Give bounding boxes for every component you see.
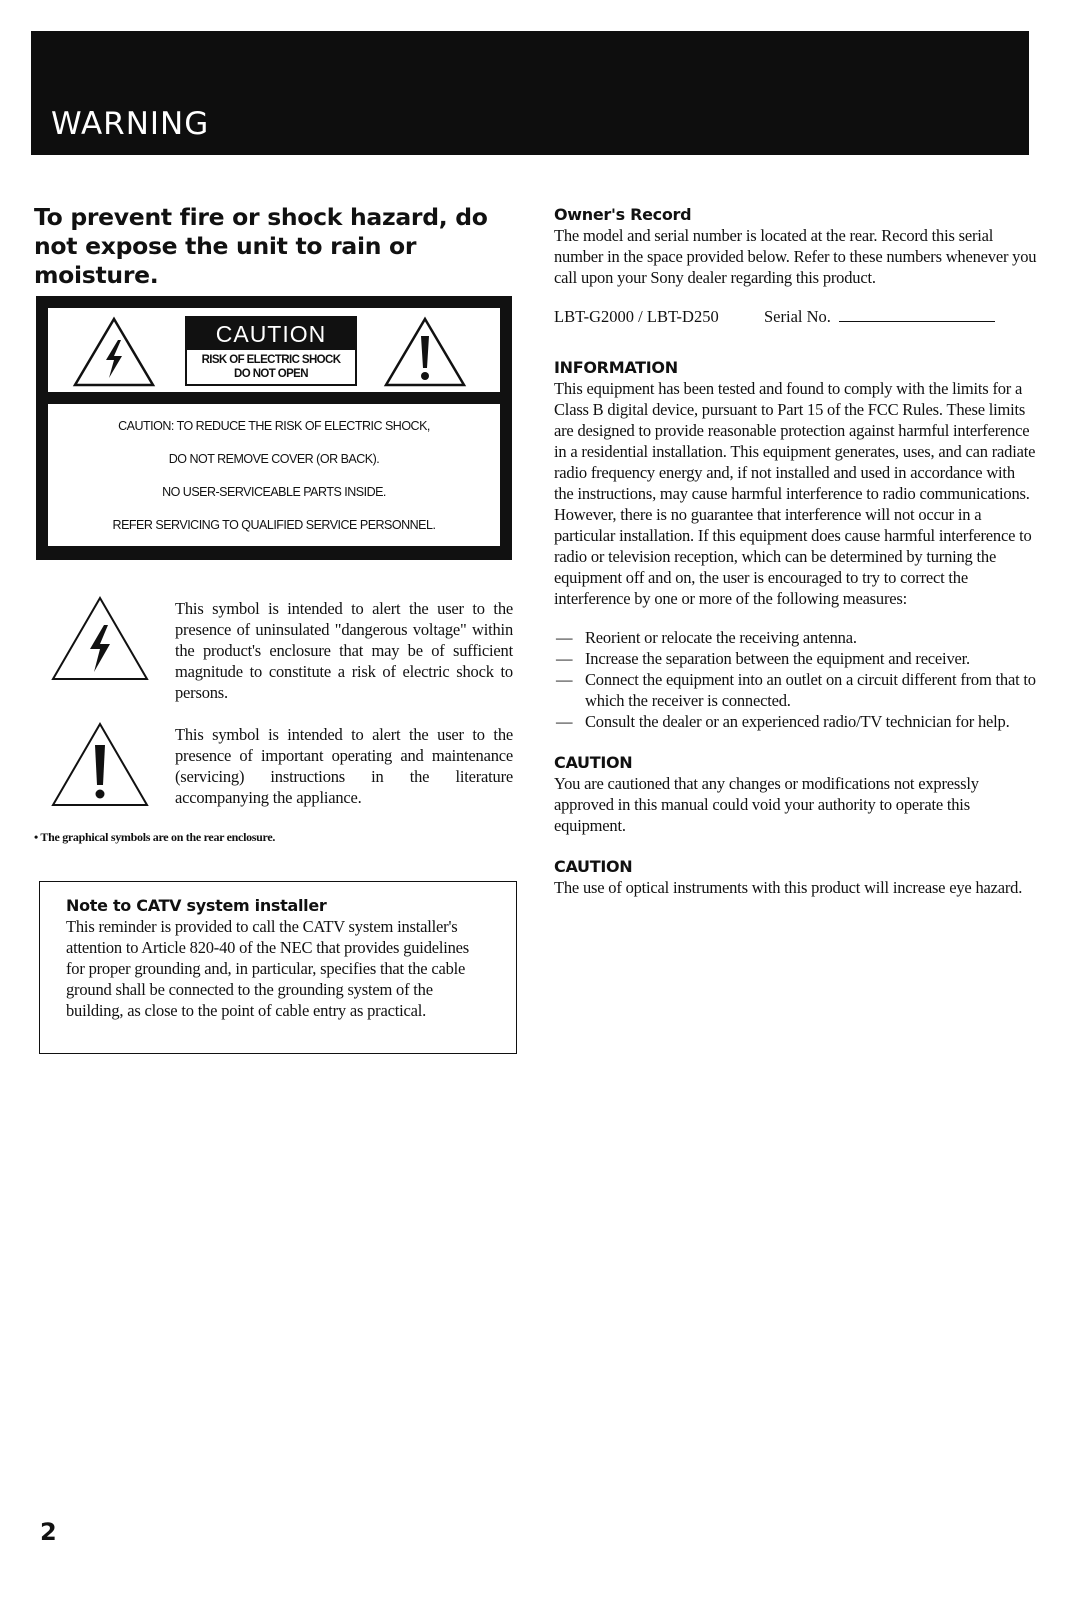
- caution-body-2: The use of optical instruments with this product will increase eye hazard.: [554, 878, 1023, 897]
- information-title: INFORMATION: [554, 358, 678, 377]
- caution-panel-top: [48, 308, 500, 392]
- caution-label-line1: RISK OF ELECTRIC SHOCK: [201, 354, 341, 366]
- lightning-warning-icon: [72, 316, 156, 388]
- caution-panel-text: [48, 404, 500, 546]
- footnote: • The graphical symbols are on the rear enclosure.: [34, 830, 276, 844]
- list-item: — Connect the equipment into an outlet on a circuit different from that to which the receiver is connected.: [554, 669, 1038, 711]
- serial-line: [554, 307, 1038, 327]
- serial-label: Serial No.: [764, 307, 831, 326]
- left-column: [34, 200, 518, 1020]
- header-banner: [31, 31, 1029, 155]
- caution-line: NO USER-SERVICEABLE PARTS INSIDE.: [162, 485, 386, 499]
- caution-title: CAUTION: [554, 753, 633, 772]
- prevent-heading: To prevent fire or shock hazard, do not expose the unit to rain or moisture.: [34, 203, 488, 289]
- owners-record-title: Owner's Record: [554, 205, 692, 224]
- page-number: 2: [40, 1518, 57, 1546]
- model-numbers: LBT-G2000 / LBT-D250: [554, 307, 719, 326]
- exclamation-symbol-text: This symbol is intended to alert the user to the presence of important operating and maintenance (servicing) instructions in the literature accompanying the appliance.: [175, 725, 513, 807]
- list-item: — Reorient or relocate the receiving antenna.: [554, 627, 1038, 648]
- caution-line: REFER SERVICING TO QUALIFIED SERVICE PERSONNEL.: [112, 518, 436, 532]
- caution-label: [185, 316, 357, 386]
- exclamation-warning-icon: [383, 316, 467, 388]
- caution-line: DO NOT REMOVE COVER (OR BACK).: [168, 452, 380, 466]
- caution-label-title: CAUTION: [187, 318, 355, 350]
- catv-body: This reminder is provided to call the CATV system installer's attention to Article 820-40 of the NEC that provides guidelines for proper grounding and, in particular, specifies that the cable ground shall be connected to the grounding system of the building, as close to the point of cable entry as practical.: [66, 917, 470, 1020]
- list-item: — Consult the dealer or an experienced radio/TV technician for help.: [554, 711, 1038, 732]
- right-column: [554, 200, 1038, 898]
- page-title: WARNING: [51, 106, 210, 142]
- information-body: This equipment has been tested and found to comply with the limits for a Class B digital device, pursuant to Part 15 of the FCC Rules. These limits are designed to provide reasonable protection against harmful interference in a residential installation. This equipment generates, uses, and can radiate radio frequency energy and, if not installed and used in accordance with the instructions, may cause harmful interference to radio communications. However, there is no guarantee that interference will not occur in a particular installation. If this equipment does cause harmful interference to radio or television reception, which can be determined by turning the equipment off and on, the user is encouraged to try to correct the interference by one or more of the following measures:: [554, 379, 1036, 608]
- caution-line: CAUTION: TO REDUCE THE RISK OF ELECTRIC SHOCK,: [118, 419, 430, 433]
- owners-record-body: The model and serial number is located at the rear. Record this serial number in the space provided below. Refer to these numbers whenever you call upon your Sony dealer regarding this product.: [554, 226, 1037, 287]
- list-item: — Increase the separation between the equipment and receiver.: [554, 648, 1038, 669]
- measures-list: [554, 627, 1038, 732]
- catv-note-box: [39, 881, 517, 1054]
- lightning-warning-icon: [50, 595, 150, 683]
- caution-label-line2: DO NOT OPEN: [234, 368, 308, 380]
- caution-title-2: CAUTION: [554, 857, 633, 876]
- caution-panel: [36, 296, 512, 560]
- serial-blank: [839, 307, 995, 322]
- catv-title: Note to CATV system installer: [66, 896, 327, 915]
- caution-body: You are cautioned that any changes or modifications not expressly approved in this manual could void your authority to operate this equipment.: [554, 774, 979, 835]
- exclamation-warning-icon: [50, 721, 150, 809]
- lightning-symbol-text: This symbol is intended to alert the user to the presence of uninsulated "dangerous voltage" within the product's enclosure that may be of sufficient magnitude to constitute a risk of electric shock to persons.: [175, 599, 513, 702]
